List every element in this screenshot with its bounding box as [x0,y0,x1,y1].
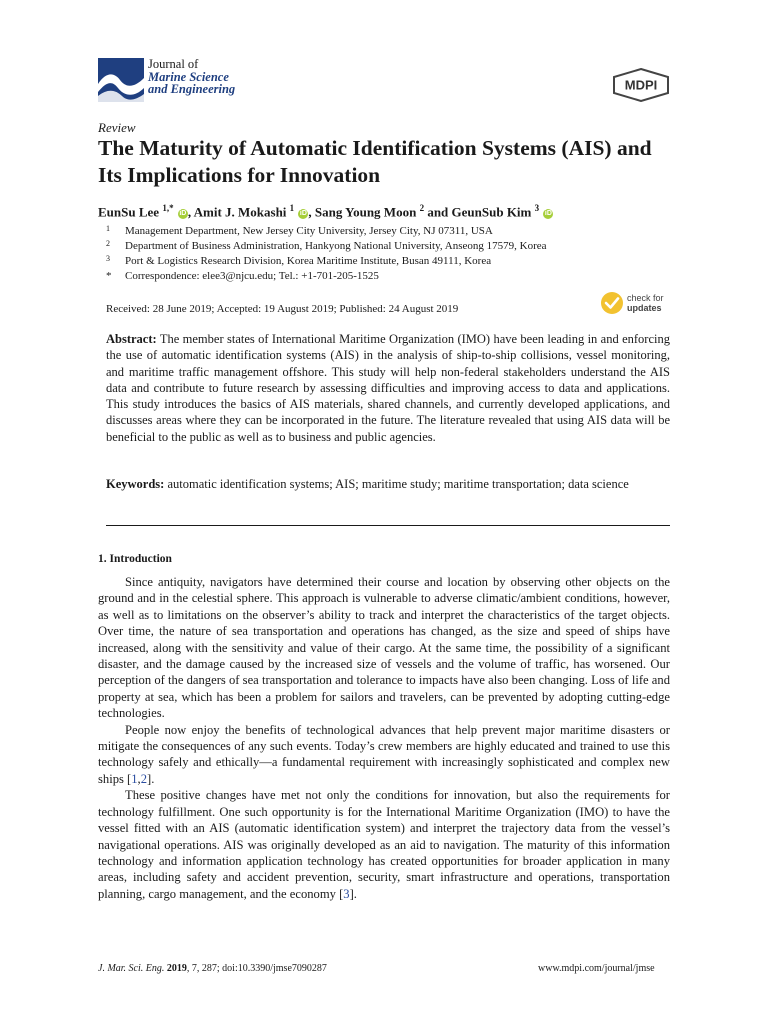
affiliation [98,254,678,269]
paragraph-text: People now enjoy the benefits of technological advances that help prevent major maritime disasters or mitigate the consequences of any such events. Today’s crew members are highly educated and trained to use this technology safely and ethically—a fundamental requirement with increasingly sophisticated and complex new ships [ [98,722,670,786]
author-name: GeunSub Kim [451,204,532,220]
keywords-label: Keywords: [106,477,165,491]
citation-details: , 7, 287; doi:10.3390/jmse7090287 [186,963,327,974]
orcid-icon[interactable]: iD [299,210,307,218]
author-affiliation-mark: 3 [534,203,540,213]
affiliation [98,239,678,254]
publisher-name: MDPI [624,77,658,93]
abstract-text: The member states of International Maritime Organization (IMO) have been leading in and enforcing the use of automatic identification systems (AIS) in the analysis of ship-to-ship collisions, vessel monitoring, and maritime traffic management offshore. This study will help non-federal stakeholders understand the AIS data and contribute to future research by assessing difficulties and improving access to data and applications. This study introduces the basics of AIS materials, shared channels, and currently developed applications, and discusses areas where they can be incorporated in the future. The literature revealed that using AIS data will be beneficial to the public as well as to business and public agencies. [106,332,670,444]
orcid-icon[interactable]: iD [179,210,187,218]
check-updates-line1: check for [627,293,664,303]
paragraph [98,787,670,902]
reference-separator: , [137,771,141,786]
paragraph [98,722,670,788]
check-for-updates-badge[interactable] [601,290,681,316]
affiliation-text: Department of Business Administration, Hankyong National University, Anseong 17579, Korea [125,240,547,252]
article-type: Review [98,120,136,135]
article-title: The Maturity of Automatic Identification Systems (AIS) and Its Implications for Innovation [98,136,652,187]
journal-url[interactable]: www.mdpi.com/journal/jmse [538,963,655,974]
author-name: EunSu Lee [98,204,160,220]
correspondence-text: Correspondence: elee3@njcu.edu; Tel.: +1-701-205-1525 [125,270,379,282]
correspondence [98,269,678,284]
paragraph-end: ]. [147,771,155,786]
section-heading: 1. Introduction [98,553,172,565]
publication-dates: Received: 28 June 2019; Accepted: 19 August 2019; Published: 24 August 2019 [106,303,459,315]
author-affiliation-mark: 1 [289,203,295,213]
affiliation-text: Management Department, New Jersey City University, Jersey City, NJ 07311, USA [125,225,493,237]
affiliation-list [98,224,678,284]
affiliation-text: Port & Logistics Research Division, Korea Maritime Institute, Busan 49111, Korea [125,255,492,267]
section-divider [106,525,670,526]
affiliation-number: 1 [106,224,110,233]
journal-name [148,58,235,96]
citation-year: 2019 [166,963,187,974]
abstract-label: Abstract: [106,332,157,346]
correspondence-mark: * [106,270,112,282]
journal-name-line2: Marine Science [148,69,229,84]
author-name: Amit J. Mokashi [193,204,287,220]
author-affiliation-mark: 1,* [162,203,174,213]
author-list: EunSu Lee $^{1,*}$ iD , Amit J. Mokashi $^1$ iD , Sang Young Moon $^2$ and GeunSub Kim $^3$ iD [98,203,552,220]
check-updates-icon [601,292,623,314]
affiliation-number: 3 [106,254,110,263]
reference-link[interactable]: 1 [131,771,138,786]
body-text [98,574,670,902]
keywords-text: automatic identification systems; AIS; maritime study; maritime transportation; data science [167,477,629,491]
journal-name-line1: Journal of [148,57,199,71]
paragraph-text: These positive changes have met not only the conditions for innovation, but also the requirements for technology fulfillment. One such opportunity is for the International Maritime Organization (IMO) to have the vessel fitted with an AIS (automatic identification system) and interpret the trajectory data from the vessel’s navigational operations. AIS was originally developed as an aid to navigation. The maturity of this information technology and information application technology has created opportunities for broader application in many areas, including safety and accident prevention, security, smart infrastructure and operations, transportation planning, cargo management, and the economy [ [98,788,670,901]
reference-link[interactable]: 2 [140,771,147,786]
publisher-logo [612,68,670,102]
reference-link[interactable]: 3 [343,886,350,901]
check-updates-line2: updates [627,303,662,313]
abstract [106,331,670,445]
paragraph-end: ]. [349,886,357,901]
journal-logo [98,58,144,102]
journal-name-line3: and Engineering [148,82,236,96]
keywords [106,476,670,492]
author-affiliation-mark: 2 [419,203,425,213]
orcid-icon[interactable]: iD [544,210,552,218]
footer-citation [98,963,327,974]
author-name: Sang Young Moon [314,204,417,220]
affiliation-number: 2 [106,239,110,248]
paragraph: Since antiquity, navigators have determined their course and location by observing other objects on the ground and in the celestial sphere. This approach is vulnerable to adverse climatic/ambient conditions, however, as well as to limitations on the observer’s ability to track and interpret the characteristics of the target objects. Over time, the nature of sea transportation and operations has changed, as the size and speed of ships have increased, along with the sensitivity and value of their cargo. At the same time, the possibility of a significant disaster, and the damage caused by the increased size of vessels and the volume of traffic, has worsened. Our perception of the dangers of sea transportation and tolerance to impacts have also been changing. Loss of life and property at sea, which has been a problem for sailors and travelers, can be prevented by adopting cutting-edge technologies. [98,575,670,721]
affiliation [98,224,678,239]
journal-abbreviation: J. Mar. Sci. Eng. [98,963,165,974]
